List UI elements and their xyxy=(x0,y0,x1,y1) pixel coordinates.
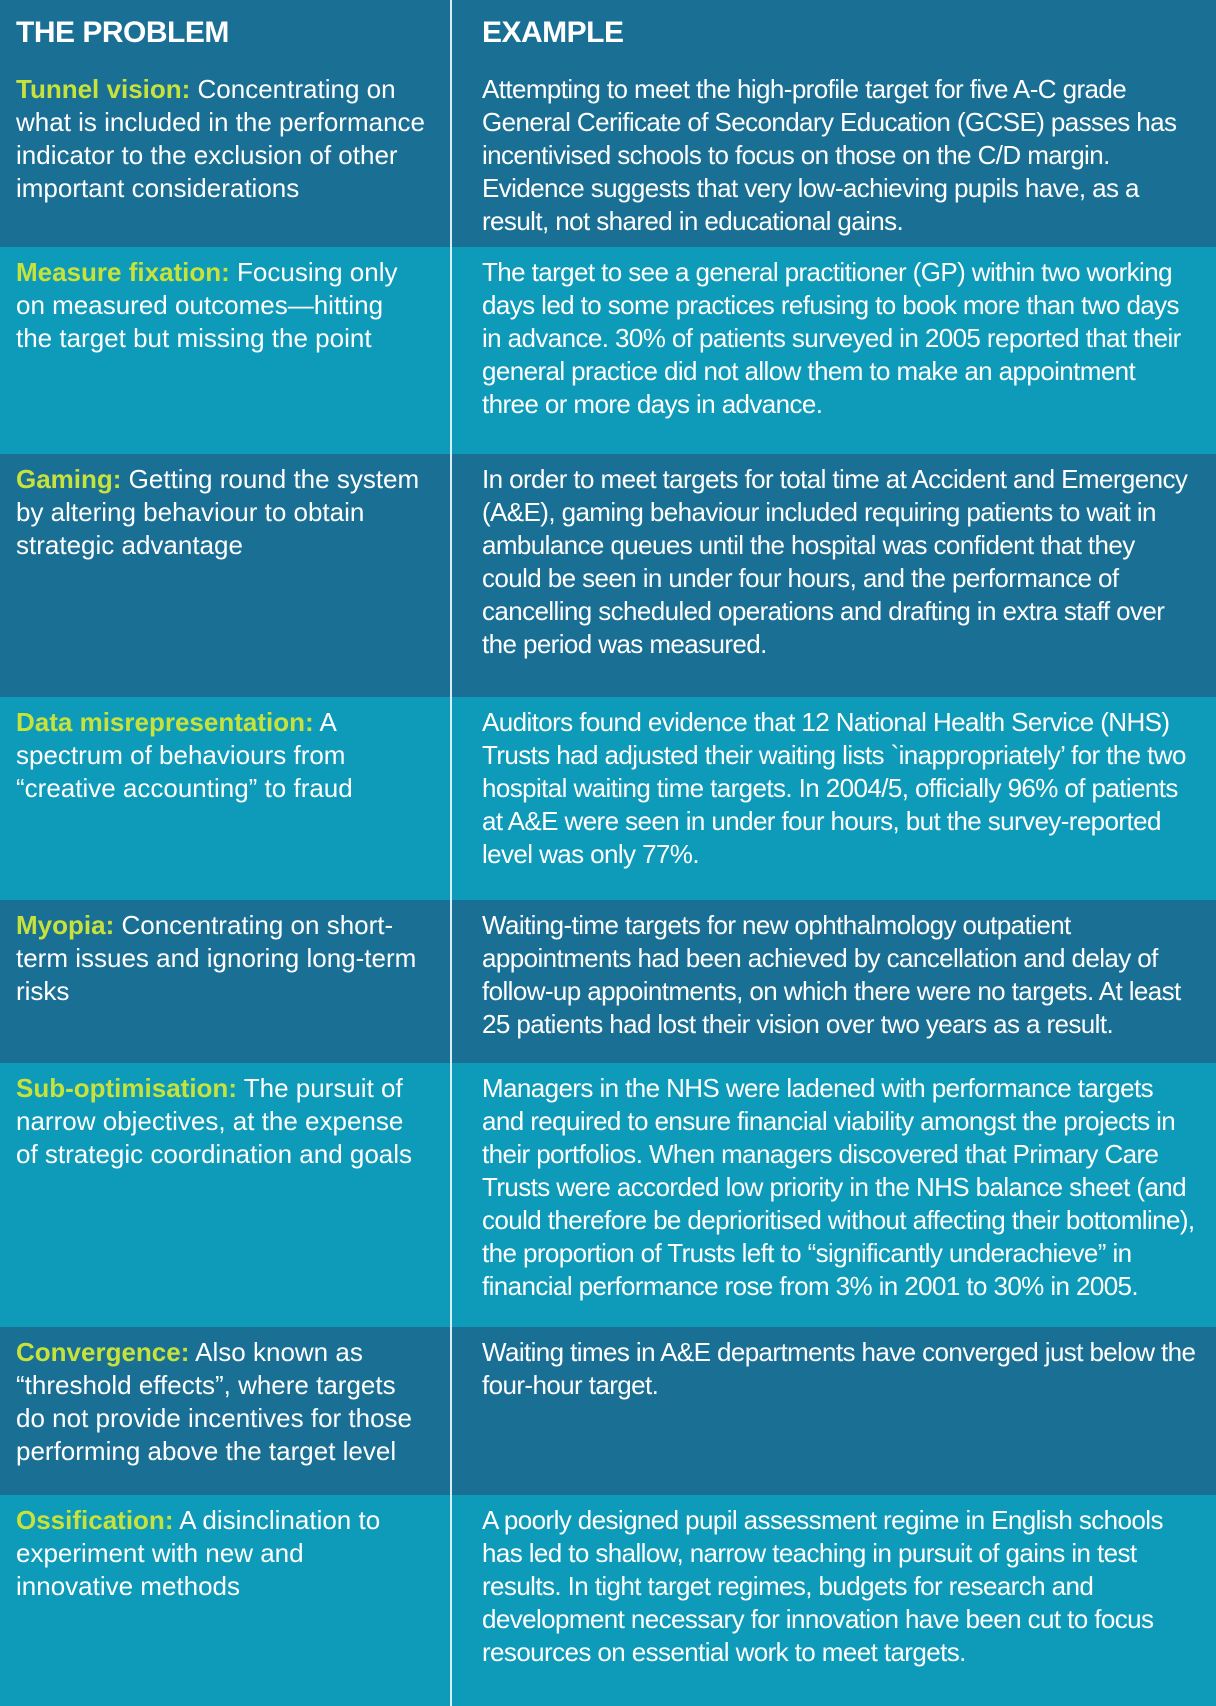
problem-definition: Also known as “threshold effects”, where targets do not provide incentives for those performing above the target level xyxy=(16,1337,413,1466)
header-the-problem: THE PROBLEM xyxy=(0,0,452,64)
problem-cell-data-misrepresentation xyxy=(0,697,452,900)
problem-cell-tunnel-vision xyxy=(0,64,452,247)
problem-cell-sub-optimisation xyxy=(0,1063,452,1327)
problem-definition: Getting round the system by altering behaviour to obtain strategic advantage xyxy=(16,464,420,560)
example-cell-data-misrepresentation: Auditors found evidence that 12 National Health Service (NHS) Trusts had adjusted their waiting lists `inappropriately’ for the two hospital waiting time targets. In 2004/5, officially 96% of patients at A&E were seen in under four hours, but the survey-reported level was only 77%. xyxy=(452,697,1216,900)
problem-cell-gaming xyxy=(0,454,452,697)
problem-term: Tunnel vision: xyxy=(16,74,191,104)
problem-term: Sub-optimisation: xyxy=(16,1073,237,1103)
example-cell-gaming: In order to meet targets for total time at Accident and Emergency (A&E), gaming behaviour included requiring patients to wait in ambulance queues until the hospital was confident that they could be seen in under four hours, and the performance of cancelling scheduled operations and drafting in extra staff over the period was measured. xyxy=(452,454,1216,697)
problem-term: Gaming: xyxy=(16,464,122,494)
header-example: EXAMPLE xyxy=(452,0,1216,64)
problem-definition: Concentrating on what is included in the performance indicator to the exclusion of other important considerations xyxy=(16,74,426,203)
example-cell-ossification: A poorly designed pupil assessment regime in English schools has led to shallow, narrow teaching in pursuit of gains in test results. In tight target regimes, budgets for research and development necessary for innovation have been cut to focus resources on essential work to meet targets. xyxy=(452,1495,1216,1706)
problem-definition: A disinclination to experiment with new and innovative methods xyxy=(16,1505,381,1601)
problem-term: Ossification: xyxy=(16,1505,174,1535)
example-cell-measure-fixation: The target to see a general practitioner (GP) within two working days led to some practices refusing to book more than two days in advance. 30% of patients surveyed in 2005 reported that their general practice did not allow them to make an appointment three or more days in advance. xyxy=(452,247,1216,454)
problem-definition: The pursuit of narrow objectives, at the expense of strategic coordination and goals xyxy=(16,1073,413,1169)
problem-term: Myopia: xyxy=(16,910,115,940)
example-cell-convergence: Waiting times in A&E departments have converged just below the four-hour target. xyxy=(452,1327,1216,1495)
example-cell-myopia: Waiting-time targets for new ophthalmology outpatient appointments had been achieved by cancellation and delay of follow-up appointments, on which there were no targets. At least 25 patients had lost their vision over two years as a result. xyxy=(452,900,1216,1063)
problem-term: Convergence: xyxy=(16,1337,190,1367)
problem-term: Data misrepresentation: xyxy=(16,707,314,737)
example-cell-sub-optimisation: Managers in the NHS were ladened with performance targets and required to ensure financial viability amongst the projects in their portfolios. When managers discovered that Primary Care Trusts were accorded low priority in the NHS balance sheet (and could therefore be deprioritised without affecting their bottomline), the proportion of Trusts left to “significantly underachieve” in financial performance rose from 3% in 2001 to 30% in 2005. xyxy=(452,1063,1216,1327)
example-cell-tunnel-vision: Attempting to meet the high-profile target for five A-C grade General Cerificate of Secondary Education (GCSE) passes has incentivised schools to focus on those on the C/D margin. Evidence suggests that very low-achieving pupils have, as a result, not shared in educational gains. xyxy=(452,64,1216,247)
problem-cell-convergence xyxy=(0,1327,452,1495)
problem-cell-ossification xyxy=(0,1495,452,1706)
problem-term: Measure fixation: xyxy=(16,257,230,287)
problem-definition: Focusing only on measured outcomes—hitting the target but missing the point xyxy=(16,257,398,353)
problem-cell-measure-fixation xyxy=(0,247,452,454)
problem-cell-myopia xyxy=(0,900,452,1063)
problem-definition: Concentrating on short-term issues and ignoring long-term risks xyxy=(16,910,417,1006)
problem-definition: A spectrum of behaviours from “creative accounting” to fraud xyxy=(16,707,353,803)
